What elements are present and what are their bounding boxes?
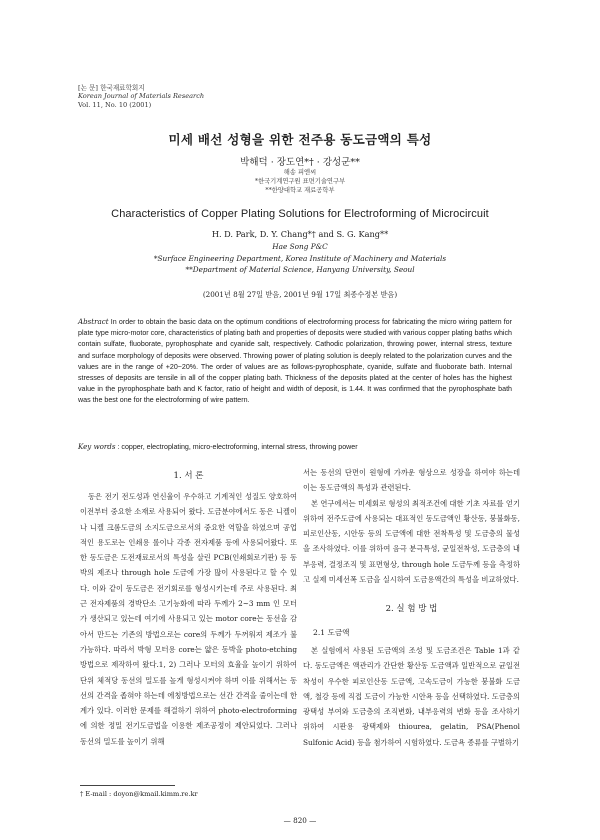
abstract-text: In order to obtain the basic data on the optimum conditions of electroforming process for fabricating the micro wiring pattern for plate type micro-motor core, characteristics of plating bath and properties of deposits were studied with various copper plating baths which contain sulfate, fluoborate, pyrophosphate and cyanide salt, respectively. Cathodic polarization, throwing power, internal stress, texture and surface morphology of deposits were observed. Throwing power of plating solution is deeply related to the polarization curves and the values are in the range of +20~20%. The order of values are as follows-pyrophosphate, cyanide, sulfate and fluoborate bath. Internal stresses of deposits are tensile in all of the copper plating bath. Thickness of the deposits plated at the center of holes has the highest value in the pyrophosphate bath and K factor, ratio of height and width of deposit, is 1.44. It was confirmed that the pyrophosphate bath was the best one for the electroforming of wire pattern. (78, 318, 512, 405)
title-english: Characteristics of Copper Plating Solutions for Electroforming of Microcircuit (111, 208, 489, 220)
journal-line-3: Vol. 11, No. 10 (2001) (78, 100, 152, 109)
keywords-text: : copper, electroplating, micro-electroforming, internal stress, throwing power (117, 443, 358, 451)
affiliation-en-3: **Department of Material Science, Hanyang University, Seoul (185, 265, 415, 274)
affiliations-korean (0, 168, 600, 195)
section-1-heading: 1. 서 론 (173, 471, 204, 481)
footnote-email: † E-mail : doyon@kmail.kimm.re.kr (80, 790, 198, 798)
introduction-paragraph: 동은 전기 전도성과 연신율이 우수하고 기계적인 성질도 양호하여 이전부터 중요한 소재로 사용되어 왔다. 도금분야에서도 동은 니켈이나 니켈 크롬도금의 소지도금으로서의 중요한 역할을 하였으며 공업적인 용도로는 인쇄용 롤이나 각종 전자제품 등에 사용되어왔다. 또한 동도금은 도전재료로서의 특성을 살린 PCB(인쇄회로기판) 등 동박의 제조나 through hole 도금에 가장 많이 사용된다고 할 수 있다. 이와 같이 동도금은 전기회로를 형성시키는데 주로 사용된다. 최근 전자제품의 경박단소 고기능화에 따라 두께가 2~3 mm 인 모터가 생산되고 있는데 여기에 사용되고 있는 motor core는 동선을 감아서 만드는 기존의 방법으로는 core의 두께가 두꺼워져 제조가 불가능하다. 따라서 박형 모터용 core는 얇은 동박을 photo-etching방법으로 제작하여 왔다.1, 2) 그러나 모터의 효율을 높이기 위하여 단위 체적당 동선의 밀도를 높게 형성시켜야 하며 이를 위해서는 동선의 간격을 좁혀야 하는데 에칭방법으로는 선간 간격을 줄이는데 한계가 있다. 이러한 문제를 해결하기 위하여 photo-electroforming에 의한 정밀 전기도금법을 이용한 제조공정이 제안되었다. 그러나 동선의 밀도를 높이기 위해 (80, 492, 297, 746)
page-number: — 820 — (283, 816, 317, 825)
abstract-label: Abstract (78, 317, 109, 326)
affiliation-en-1: Hae Song P&C (272, 242, 328, 251)
authors-english: H. D. Park, D. Y. Chang*† and S. G. Kang** (211, 229, 389, 239)
received-dates: (2001년 8월 27일 받음, 2001년 9월 17일 최종수정본 받음) (202, 290, 398, 299)
title-korean: 미세 배선 성형을 위한 전주용 동도금액의 특성 (168, 132, 432, 147)
keywords (78, 442, 512, 451)
right-column (303, 465, 520, 587)
section-2-heading: 2. 실 험 방 법 (385, 604, 438, 614)
right-column-paragraph-2: 본 연구에서는 미세회로 형성의 최적조건에 대한 기초 자료를 얻기 위하여 전주도금에 사용되는 대표적인 동도금액인 황산동, 붕불화동, 피로인산동, 시안동 등의 도금액에 대한 전착특성 및 도금층의 물성을 조사하였다. 이를 위하여 음극 분극특성, 균일전착성, 도금층의 내부응력, 결정조직 및 표면형상, through hole 도금두께 등을 측정하고 실제 미세선폭 도금을 실시하여 도금용액간의 특성을 비교하였다. (303, 498, 520, 585)
section-2-paragraph: 본 실험에서 사용된 도금액의 조성 및 도금조건은 Table 1과 같다. 동도금액은 액관리가 간단한 황산동 도금액과 일반적으로 균일전착성이 우수한 피로인산동 도금액, 고속도금이 가능한 붕불화 도금액, 철강 등에 직접 도금이 가능한 시안욕 등을 선택하였다. 도금층의 광택성 부여와 도금층의 조직변화, 내부응력의 변화 등을 조사하기 위하여 시판용 광택제와 thiourea, gelatin, PSA(Phenol Sulfonic Acid) 등을 첨가하여 시험하였다. 도금욕 종류를 구별하기 (303, 646, 520, 747)
footnote-divider (80, 785, 175, 786)
left-column (80, 489, 297, 749)
abstract (78, 316, 512, 407)
subsection-2-1-heading: 2.1 도금액 (313, 628, 350, 637)
affiliation-en-2: *Surface Engineering Department, Korea Institute of Machinery and Materials (153, 253, 447, 263)
affiliation-ko-1: 해송 피엔씨 (283, 169, 317, 176)
section-2-body (303, 643, 520, 750)
affiliations-english (0, 241, 600, 276)
journal-header (78, 84, 204, 109)
journal-line-2: Korean Journal of Materials Research (78, 92, 205, 101)
journal-line-1: [논 문] 한국재료학회지 (78, 84, 145, 92)
keywords-label: Key words (78, 442, 116, 451)
authors-korean: 박해덕 · 장도연*† · 강성군** (240, 157, 360, 168)
affiliation-ko-2: *한국기계연구원 표면기술연구부 (254, 178, 346, 185)
right-column-paragraph-1: 서는 동선의 단면이 원형에 가까운 형상으로 성장을 하여야 하는데 이는 동도금액의 특성과 관련된다. (303, 468, 520, 493)
affiliation-ko-3: **한양대학교 재료공학부 (265, 187, 335, 194)
